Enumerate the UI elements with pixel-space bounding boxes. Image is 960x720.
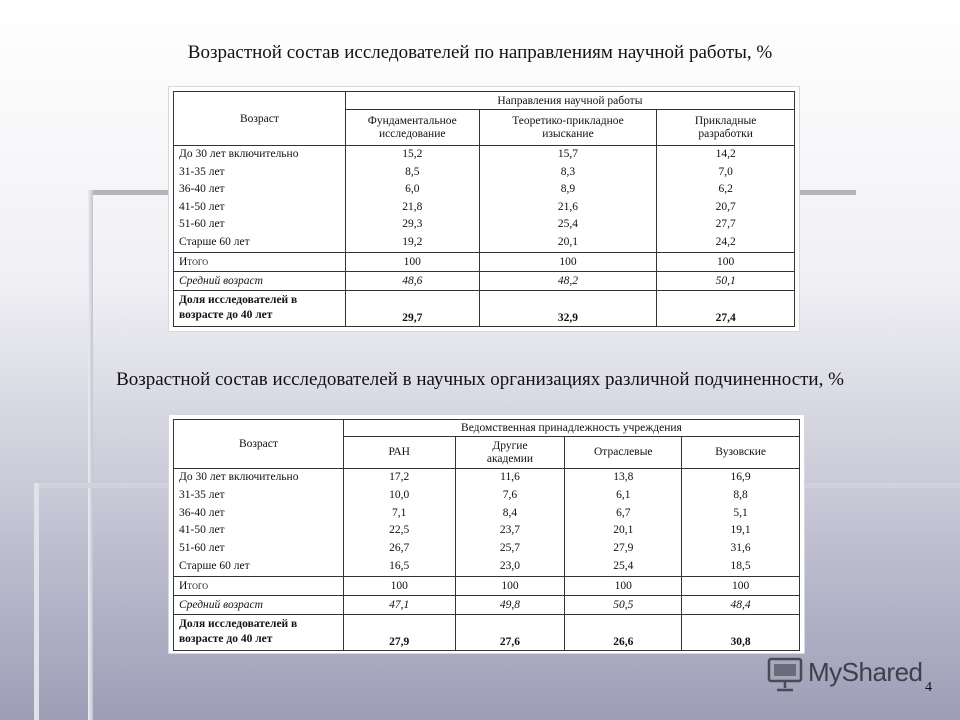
decorative-bar (88, 190, 93, 720)
presentation-icon (766, 655, 804, 693)
share-under-40-value: 32,9 (479, 290, 657, 326)
value-column: 14,2 7,0 6,2 20,7 27,7 24,2 (657, 146, 795, 253)
value-column: 15,7 8,3 8,9 21,6 25,4 20,1 (479, 146, 657, 253)
total-value: 100 (455, 576, 565, 595)
column-header: Другие академии (455, 437, 565, 469)
total-label: Итого (174, 576, 344, 595)
value-column: 16,9 8,8 5,1 19,1 31,6 18,5 (682, 469, 800, 577)
total-label: Итого (174, 252, 346, 271)
average-age-label: Средний возраст (174, 595, 344, 614)
age-labels: До 30 лет включительно 31-35 лет 36-40 лет 41-50 лет 51-60 лет Старше 60 лет (174, 469, 344, 577)
myshared-watermark (766, 655, 926, 695)
average-age-label: Средний возраст (174, 271, 346, 290)
age-header: Возраст (174, 92, 346, 146)
age-header: Возраст (174, 420, 344, 469)
share-under-40-value: 27,9 (343, 614, 455, 650)
column-header: Вузовские (682, 437, 800, 469)
share-under-40-value: 29,7 (345, 290, 479, 326)
table1-image (168, 86, 800, 332)
column-header: Фундаментальное исследование (345, 110, 479, 146)
table1-title: Возрастной состав исследователей по направлениям научной работы, % (187, 42, 773, 63)
table1 (173, 91, 795, 327)
average-age-value: 49,8 (455, 595, 565, 614)
total-value: 100 (343, 576, 455, 595)
table2-title: Возрастной состав исследователей в научных организациях различной подчиненности, % (116, 369, 844, 390)
total-value: 100 (565, 576, 682, 595)
share-under-40-value: 26,6 (565, 614, 682, 650)
value-column: 15,2 8,5 6,0 21,8 29,3 19,2 (345, 146, 479, 253)
column-header: Теоретико-прикладное изыскание (479, 110, 657, 146)
total-value: 100 (682, 576, 800, 595)
total-value: 100 (657, 252, 795, 271)
value-column: 17,2 10,0 7,1 22,5 26,7 16,5 (343, 469, 455, 577)
average-age-value: 48,2 (479, 271, 657, 290)
share-under-40-label: Доля исследователей в возрасте до 40 лет (174, 614, 344, 650)
column-header: РАН (343, 437, 455, 469)
decorative-bar (34, 483, 39, 720)
column-header: Прикладные разработки (657, 110, 795, 146)
table2 (173, 419, 800, 651)
column-header: Отраслевые (565, 437, 682, 469)
age-labels: До 30 лет включительно 31-35 лет 36-40 лет 41-50 лет 51-60 лет Старше 60 лет (174, 146, 346, 253)
share-under-40-value: 27,4 (657, 290, 795, 326)
page-number: 4 (925, 680, 932, 695)
average-age-value: 48,6 (345, 271, 479, 290)
group-header: Направления научной работы (345, 92, 794, 110)
share-under-40-value: 30,8 (682, 614, 800, 650)
average-age-value: 50,1 (657, 271, 795, 290)
total-value: 100 (345, 252, 479, 271)
value-column: 13,8 6,1 6,7 20,1 27,9 25,4 (565, 469, 682, 577)
watermark-text: MyShared (808, 657, 923, 687)
average-age-value: 48,4 (682, 595, 800, 614)
average-age-value: 47,1 (343, 595, 455, 614)
average-age-value: 50,5 (565, 595, 682, 614)
share-under-40-label: Доля исследователей в возрасте до 40 лет (174, 290, 346, 326)
value-column: 11,6 7,6 8,4 23,7 25,7 23,0 (455, 469, 565, 577)
group-header: Ведомственная принадлежность учреждения (343, 420, 799, 437)
total-value: 100 (479, 252, 657, 271)
table2-image (168, 414, 805, 654)
share-under-40-value: 27,6 (455, 614, 565, 650)
